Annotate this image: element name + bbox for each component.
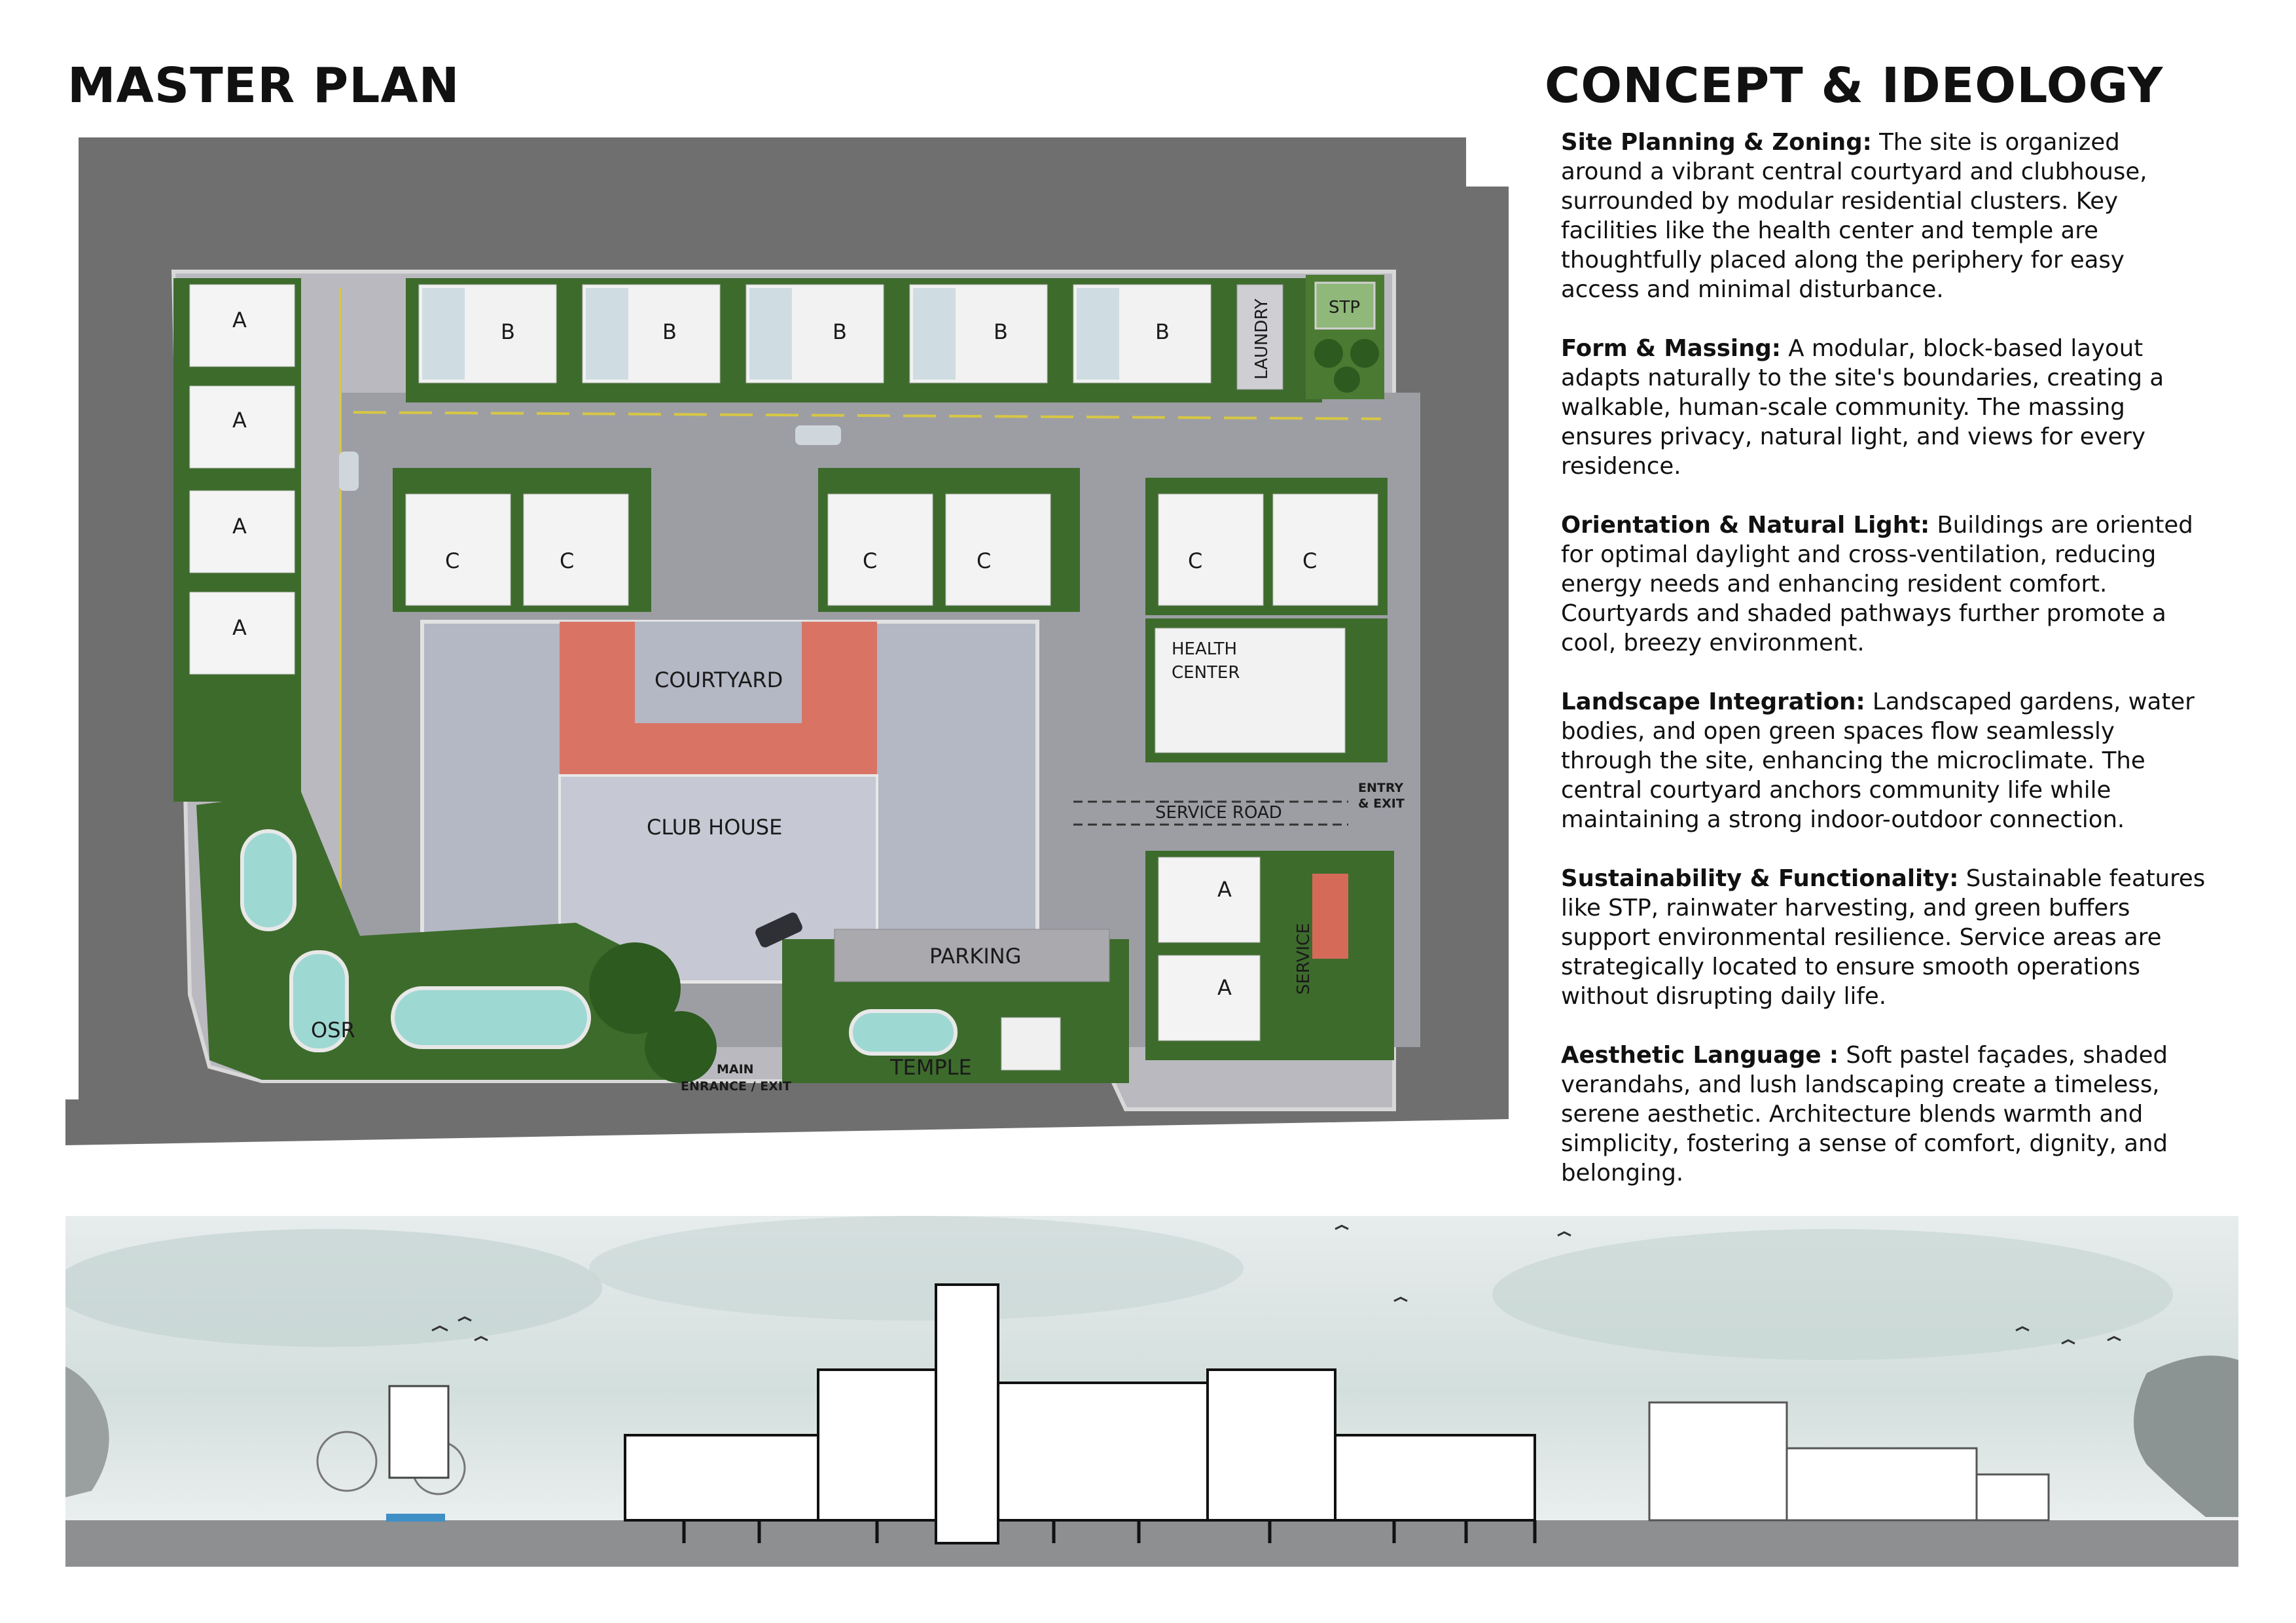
block-c-3 [828,494,933,605]
label-c-5: C [1188,548,1203,573]
laundry-label: LAUNDRY [1252,298,1272,380]
para-6-line-3: serene aesthetic. Architecture blends warmth and [1561,1101,2144,1128]
wing-left [818,1370,936,1520]
osr-pool-1 [242,831,295,929]
osr-label: OSR [311,1018,355,1043]
block-a-5 [1158,857,1260,942]
label-a-3: A [232,514,247,539]
para-4-line-2: bodies, and open green spaces flow seamlessly [1561,718,2115,745]
block-b-1-glass [422,288,465,380]
para-2-line-3: walkable, human-scale community. The massing [1561,394,2125,421]
label-b-3: B [833,319,847,344]
concept-para-6 [1561,1041,2235,1188]
para-3-line-4: Courtyards and shaded pathways further promote a [1561,600,2166,627]
label-b-1: B [501,319,515,344]
section-ground [65,1520,2238,1567]
block-c-5 [1158,494,1263,605]
para-3-line-2: for optimal daylight and cross-ventilation, reducing [1561,541,2157,568]
para-5-line-3: support environmental resilience. Service areas are [1561,924,2162,951]
label-a-5: A [1217,877,1232,902]
temple-pool [851,1011,956,1054]
para-1-line-3: surrounded by modular residential clusters. Key [1561,188,2119,215]
para-5-heading: Sustainability & Functionality: [1561,865,1959,892]
health-label-1: HEALTH [1172,639,1238,659]
label-b-5: B [1155,319,1170,344]
label-c-1: C [445,548,460,573]
para-4-line-1: Landscaped gardens, water [1865,688,2195,715]
para-2-line-2: adapts naturally to the site's boundaries, creating a [1561,365,2164,391]
para-2-line-4: ensures privacy, natural light, and views for every [1561,423,2146,450]
low-left [625,1435,818,1520]
club-house-label: CLUB HOUSE [647,815,783,840]
tower [936,1285,998,1543]
main-entrance-label-2: ENRANCE / EXIT [681,1079,791,1094]
osr-building [389,1386,448,1478]
concept-para-1 [1561,128,2235,304]
right-block-1 [1649,1402,1787,1520]
para-1-line-4: facilities like the health center and temple are [1561,217,2098,244]
para-2-line-1: A modular, block-based layout [1780,335,2144,362]
service-label: SERVICE [1294,923,1314,995]
stp-tree-1 [1314,339,1343,368]
temple-shrine [1001,1018,1060,1070]
low-right [1335,1435,1535,1520]
para-3-line-1: Buildings are oriented [1929,512,2193,539]
para-6-heading: Aesthetic Language : [1561,1042,1839,1069]
block-b-4-glass [913,288,956,380]
para-5-line-5: without disrupting daily life. [1561,983,1887,1010]
label-b-4: B [994,319,1008,344]
health-label-2: CENTER [1172,663,1240,683]
label-a-2: A [232,408,247,433]
para-1-line-1: The site is organized [1871,129,2120,156]
para-3-line-3: energy needs and enhancing resident comfort. [1561,571,2108,597]
wing-right [1208,1370,1335,1520]
entry-label-1: ENTRY [1358,781,1404,795]
block-b-2-glass [586,288,628,380]
osr-pool-3 [393,988,589,1047]
para-4-line-5: maintaining a strong indoor-outdoor connection. [1561,806,2125,833]
para-1-line-5: thoughtfully placed along the periphery for easy [1561,247,2125,274]
cloud-1 [65,1229,602,1347]
label-b-2: B [662,319,677,344]
para-4-line-3: through the site, enhancing the microclimate. The [1561,747,2145,774]
osr-pool-section [386,1514,445,1522]
site-section-drawing [65,1216,2238,1567]
para-6-line-4: simplicity, fostering a sense of comfort, dignity, and [1561,1130,2168,1157]
para-1-heading: Site Planning & Zoning: [1561,129,1872,156]
car-top [795,425,841,445]
block-c-6 [1273,494,1378,605]
service-shed [1312,874,1348,959]
parking-label: PARKING [929,944,1022,969]
concept-title: CONCEPT & IDEOLOGY [1545,58,2164,114]
para-6-line-2: verandahs, and lush landscaping create a timeless, [1561,1071,2160,1098]
concept-para-2 [1561,334,2235,481]
stp-tree-2 [1350,339,1379,368]
stp-tree-3 [1334,366,1360,393]
concept-para-5 [1561,864,2235,1011]
main-entrance-label-1: MAIN [717,1062,754,1077]
para-3-line-5: cool, breezy environment. [1561,630,1865,656]
master-plan-title: MASTER PLAN [67,58,460,114]
para-2-heading: Form & Massing: [1561,335,1781,362]
block-b-3-glass [749,288,792,380]
cloud-2 [589,1216,1244,1321]
service-road-label: SERVICE ROAD [1155,803,1282,823]
wing-centre [998,1383,1208,1520]
para-4-line-4: central courtyard anchors community life while [1561,777,2111,804]
temple-label: TEMPLE [890,1055,972,1080]
blocks-b [419,285,1211,383]
label-a-4: A [232,615,247,640]
courtyard-label: COURTYARD [655,668,783,692]
label-a-1: A [232,308,247,332]
para-5-line-2: like STP, rainwater harvesting, and green buffers [1561,895,2130,921]
para-4-heading: Landscape Integration: [1561,688,1865,715]
label-c-6: C [1302,548,1318,573]
right-block-2 [1787,1448,1977,1520]
para-5-line-1: Sustainable features [1958,865,2206,892]
para-5-line-4: strategically located to ensure smooth operations [1561,954,2141,980]
para-6-line-1: Soft pastel façades, shaded [1839,1042,2168,1069]
block-a-6 [1158,955,1260,1041]
blocks-c [393,468,1388,615]
car-left [339,452,359,491]
label-c-2: C [560,548,575,573]
concept-para-4 [1561,687,2235,834]
master-plan-drawing [65,137,1512,1145]
right-block-3 [1977,1474,2049,1520]
para-1-line-6: access and minimal disturbance. [1561,276,1944,303]
concept-para-3 [1561,510,2235,658]
block-c-2 [524,494,628,605]
label-c-4: C [977,548,992,573]
cloud-3 [1492,1229,2173,1360]
para-2-line-5: residence. [1561,453,1681,480]
label-a-6: A [1217,975,1232,1000]
concept-text [1561,128,2235,1217]
osr-tree-2 [645,1011,717,1083]
para-3-heading: Orientation & Natural Light: [1561,512,1930,539]
stp-label: STP [1329,298,1361,317]
label-c-3: C [863,548,878,573]
para-6-line-5: belonging. [1561,1160,1684,1186]
entry-label-2: & EXIT [1358,796,1405,811]
block-c-4 [946,494,1050,605]
para-1-line-2: around a vibrant central courtyard and clubhouse, [1561,158,2147,185]
block-b-5-glass [1077,288,1119,380]
